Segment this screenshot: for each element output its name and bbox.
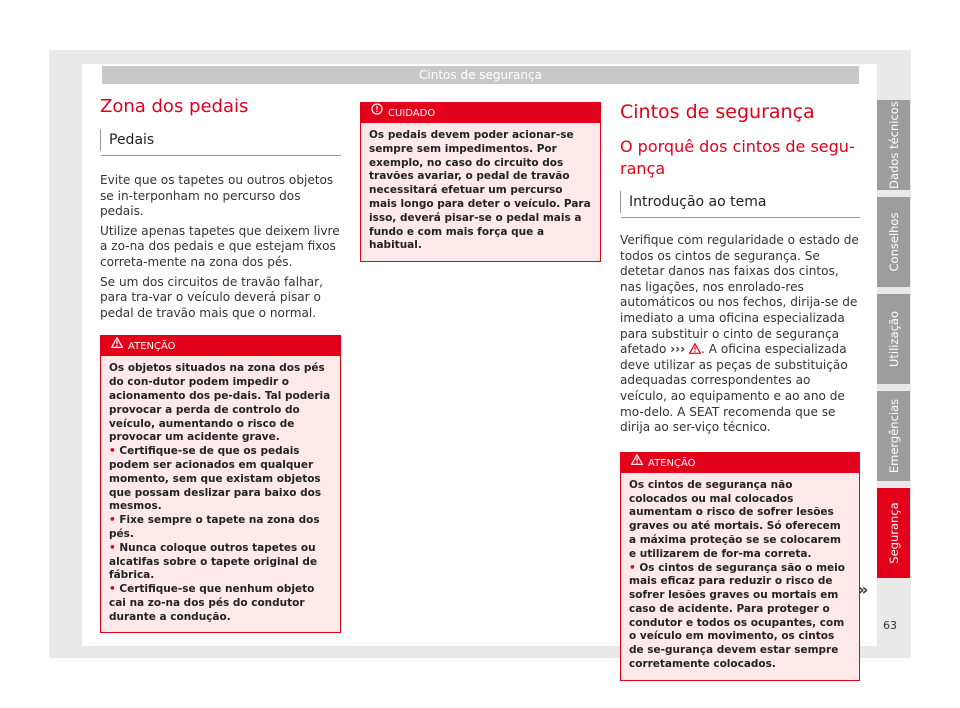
column-right — [620, 96, 860, 681]
subheading: Pedais — [100, 129, 341, 151]
bullet-icon: • — [629, 561, 640, 574]
subheading: Introdução ao tema — [620, 191, 860, 213]
caution-box — [360, 102, 601, 262]
tab-utilizacao[interactable] — [877, 294, 910, 384]
paragraph: Evite que os tapetes ou outros objetos se in-terponham no percurso dos pedais. — [100, 173, 334, 219]
paragraph: Verifique com regularidade o estado de todos os cintos de segurança. Se detetar danos nas faixas dos cintos, nas ligações, nos enrolado-res automáticos ou nos fechos, dirija-se de imediato a uma oficina especializada para substituir o cinto de segurança afetado ››› . A oficina especializada deve utilizar as peças de substituição adequadas correspondentes ao veículo, ao equipamento e ao ano de mo-delo. A SEAT recomenda que se dirija ao ser-viço técnico. — [620, 233, 859, 435]
caution-body: Os pedais devem poder acionar-se sempre sem impedimentos. Por exemplo, no caso do circuito dos travões avariar, o pedal de travão necessitará efetuar um percurso mais longo para deter o veículo. Para isso, deverá pisar-se o pedal mais a fundo e com mais força que a habitual. — [361, 123, 600, 261]
bullet-icon: • — [109, 583, 120, 596]
warning-triangle-icon — [631, 453, 643, 473]
warning-intro: Os cintos de segurança não colocados ou mal colocados aumentam o risco de sofrer lesões graves ou até mortais. Só oferecem a máxima proteção se se colocarem e utilizarem de for-ma correta. — [629, 478, 841, 560]
tab-label: Dados técnicos — [886, 101, 901, 189]
tab-label: Utilização — [886, 310, 901, 368]
column-middle — [360, 102, 601, 262]
warning-intro: Os objetos situados na zona dos pés do con-dutor podem impedir o acionamento dos pe-dais. Tal poderia provocar a perda de controlo do veículo, aumentando o risco de provocar um acidente grave. — [109, 362, 331, 444]
running-header: Cintos de segurança — [102, 66, 859, 84]
continue-marker: » — [858, 580, 869, 599]
tab-seguranca[interactable] — [877, 488, 910, 578]
warning-title: ATENÇÃO — [128, 341, 176, 353]
warning-header — [621, 453, 859, 473]
tab-label: Emergências — [886, 398, 901, 474]
sub-title: O porquê dos cintos de segu-rança — [620, 137, 855, 178]
paragraph: Utilize apenas tapetes que deixem livre a zo-na dos pedais e que estejam fixos correta-mente na zona dos pés. — [100, 223, 340, 269]
bullet-icon: • — [109, 541, 120, 554]
section-title: Cintos de segurança — [620, 101, 815, 123]
list-item-text: Nunca coloque outros tapetes ou alcatifas sobre o tapete original de fábrica. — [109, 541, 318, 582]
info-circle-icon — [371, 103, 383, 123]
paragraph-text: A oficina especializada deve utilizar as peças de substituição adequadas correspondentes ao veículo, ao equipamento e ao ano de mo-delo. A SEAT recomenda que se dirija ao ser-viço técnico. — [620, 342, 848, 435]
caution-title: CUIDADO — [388, 108, 436, 119]
list-item — [629, 562, 851, 672]
warning-body — [101, 356, 340, 632]
caution-header — [361, 103, 600, 123]
page-number: 63 — [883, 619, 897, 632]
bullet-icon: • — [109, 445, 120, 458]
column-left — [100, 96, 341, 633]
tab-conselhos[interactable] — [877, 197, 910, 287]
tab-dados-tecnicos[interactable] — [877, 100, 910, 190]
tab-label: Conselhos — [886, 212, 901, 272]
list-item — [109, 445, 332, 514]
section-title: Zona dos pedais — [100, 96, 249, 117]
list-item-text: Fixe sempre o tapete na zona dos pés. — [109, 514, 320, 540]
cross-reference-link[interactable]: ››› — [670, 342, 686, 357]
warning-ref-icon — [689, 342, 701, 356]
tab-emergencias[interactable] — [877, 391, 910, 481]
list-item — [109, 514, 332, 542]
paragraph: Se um dos circuitos de travão falhar, para tra-var o veículo deverá pisar o pedal de travão mais que o normal. — [100, 274, 323, 320]
warning-header — [101, 336, 340, 356]
list-item-text: Os cintos de segurança são o meio mais eficaz para reduzir o risco de sofrer lesões graves ou mortais em caso de acidente. Para proteger o condutor e todos os ocupantes, com o veículo em movimento, os cintos de se-gurança devem estar sempre corretamente colocados. — [629, 561, 845, 671]
list-item — [109, 542, 332, 583]
paragraph-text: Verifique com regularidade o estado de todos os cintos de segurança. Se detetar danos nas faixas dos cintos, nas ligações, nos enrolado-res automáticos ou nos fechos, dirija-se de imediato a uma oficina especializada para substituir o cinto de segurança afetado — [620, 233, 859, 357]
warning-body — [621, 473, 859, 680]
list-item — [109, 583, 332, 624]
tab-label: Segurança — [886, 502, 901, 564]
list-item-text: Certifique-se que nenhum objeto cai na zo-na dos pés do condutor durante a condução. — [109, 583, 315, 623]
warning-title: ATENÇÃO — [648, 457, 696, 469]
warning-box — [100, 335, 341, 633]
warning-box — [620, 452, 860, 681]
bullet-icon: • — [109, 514, 120, 527]
warning-triangle-icon — [111, 336, 123, 356]
list-item-text: Certifique-se de que os pedais podem ser acionados em qualquer momento, sem que existam objetos que possam deslizar para baixo dos mesmos. — [109, 445, 322, 513]
